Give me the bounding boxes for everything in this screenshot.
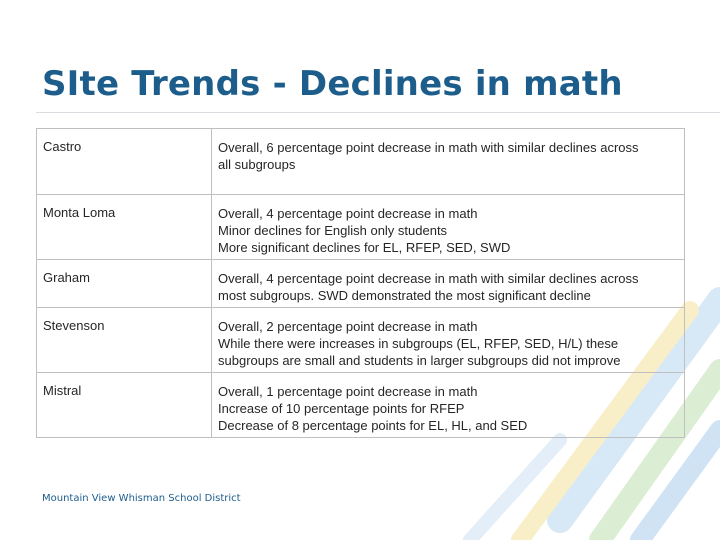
description-cell — [212, 129, 685, 195]
description-line: subgroups are small and students in larger subgroups did not improve — [218, 353, 621, 368]
district-footer: Mountain View Whisman School District — [42, 493, 241, 504]
title-divider — [36, 112, 720, 113]
description-line: More significant declines for EL, RFEP, SED, SWD — [218, 240, 511, 255]
table-row — [37, 373, 685, 438]
description-line: While there were increases in subgroups (EL, RFEP, SED, H/L) these — [218, 336, 619, 351]
site-name-cell: Monta Loma — [37, 195, 212, 260]
table-row — [37, 260, 685, 308]
stripe-blue-3 — [470, 440, 560, 540]
description-cell — [212, 373, 685, 438]
site-name-cell: Graham — [37, 260, 212, 308]
description-line: Overall, 2 percentage point decrease in math — [218, 319, 478, 334]
description-line: Overall, 6 percentage point decrease in math with similar declines across — [218, 140, 639, 155]
description-line: most subgroups. SWD demonstrated the most significant decline — [218, 288, 591, 303]
description-cell — [212, 308, 685, 373]
site-name-cell: Mistral — [37, 373, 212, 438]
table-row — [37, 308, 685, 373]
description-line: Overall, 1 percentage point decrease in math — [218, 384, 478, 399]
description-line: Overall, 4 percentage point decrease in math — [218, 206, 478, 221]
description-cell — [212, 195, 685, 260]
site-name-cell: Stevenson — [37, 308, 212, 373]
site-trends-table — [36, 128, 685, 438]
table-row — [37, 129, 685, 195]
site-name-cell: Castro — [37, 129, 212, 195]
description-cell — [212, 260, 685, 308]
stripe-blue-2 — [640, 430, 720, 540]
description-line: Minor declines for English only students — [218, 223, 448, 238]
description-line: Decrease of 8 percentage points for EL, HL, and SED — [218, 418, 528, 433]
page-title: SIte Trends - Declines in math — [42, 64, 623, 104]
description-line: Increase of 10 percentage points for RFEP — [218, 401, 465, 416]
description-line: all subgroups — [218, 157, 296, 172]
table-row — [37, 195, 685, 260]
description-line: Overall, 4 percentage point decrease in math with similar declines across — [218, 271, 639, 286]
